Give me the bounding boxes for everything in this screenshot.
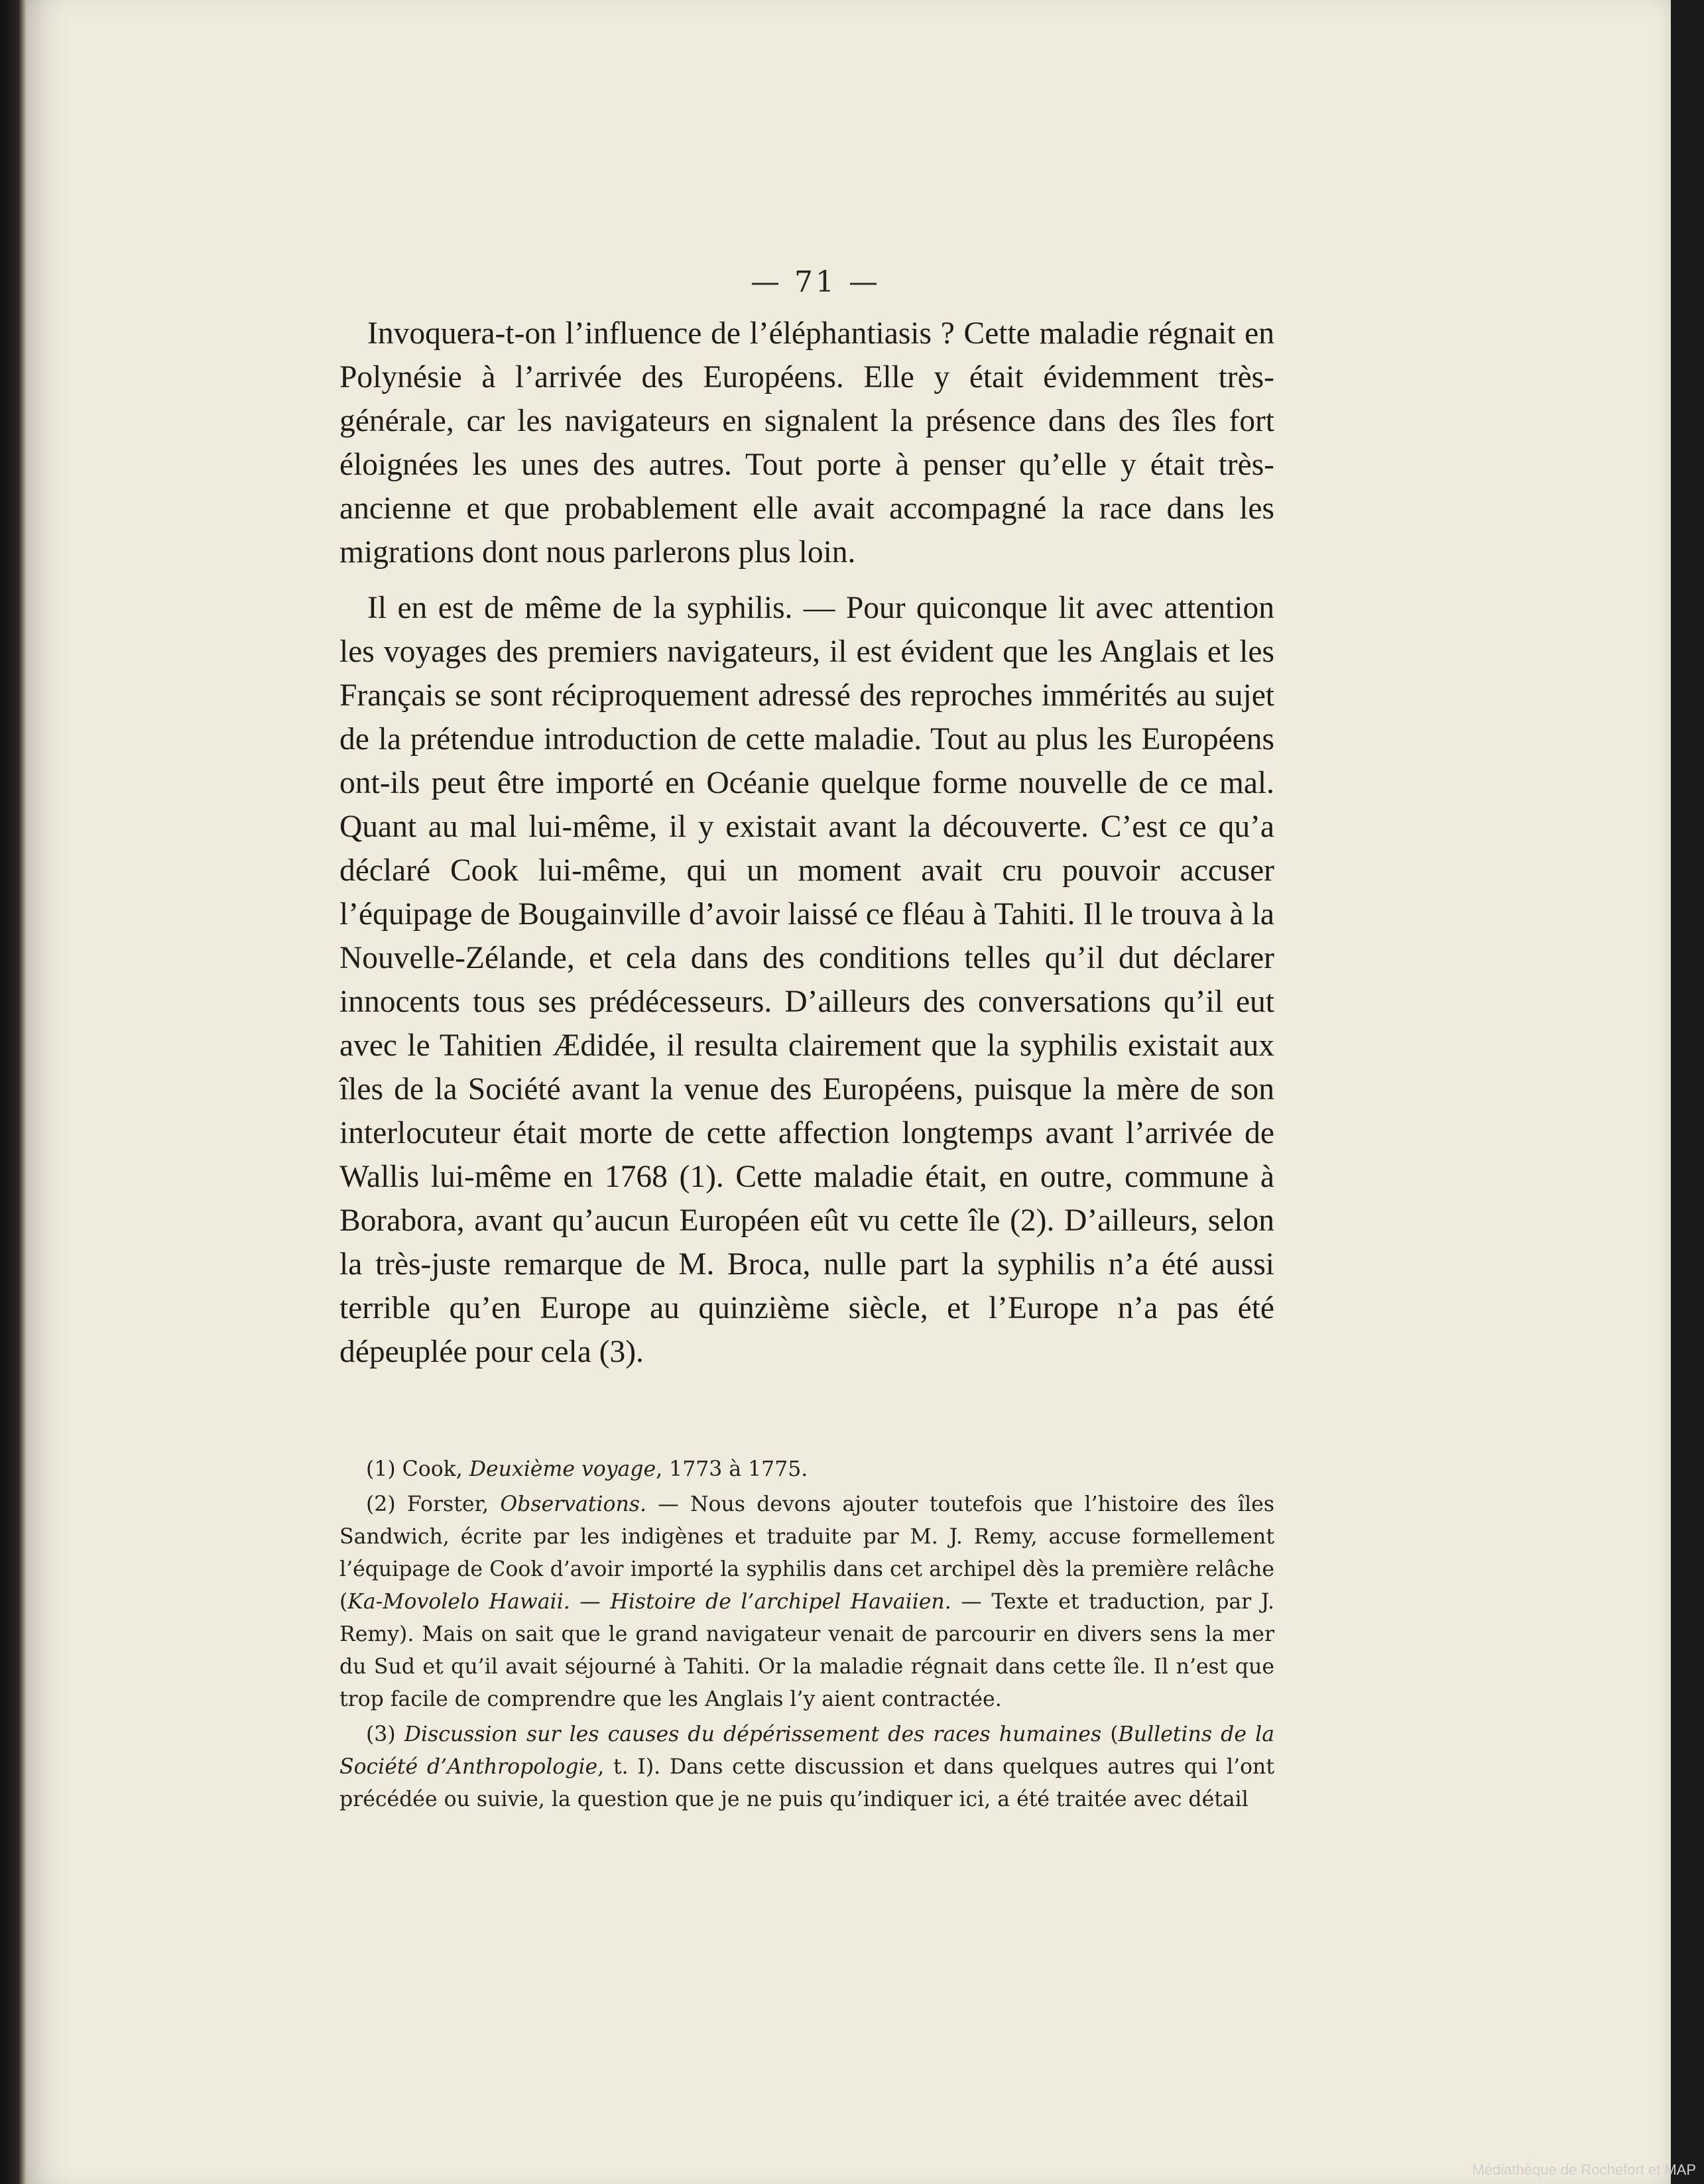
footnote-3-text-b: , t. I). Dans cette discussion et dans quelques autres qui l’ont précédée ou suivie, la question que je ne puis qu’indiquer ici, a été traitée avec détail <box>339 1755 1274 1811</box>
footnote-1-mark: (1) Cook, <box>366 1457 469 1481</box>
page-number: — 71 — <box>751 265 881 299</box>
footnote-2-title: Observations. <box>500 1492 646 1516</box>
paragraph-2: Il en est de même de la syphilis. — Pour quiconque lit avec attention les voyages des premiers navigateurs, il est évident que les Anglais et les Français se sont réciproquement adressé des reproches immérités au sujet de la prétendue introduction de cette maladie. Tout au plus les Européens ont-ils peut être importé en Océanie quelque forme nouvelle de ce mal. Quant au mal lui-même, il y existait avant la découverte. C’est ce qu’a déclaré Cook lui-même, qui un moment avait cru pouvoir accuser l’équipage de Bougainville d’avoir laissé ce fléau à Tahiti. Il le trouva à la Nouvelle-Zélande, et cela dans des conditions telles qu’il dut déclarer innocents tous ses prédécesseurs. D’ailleurs des conversations qu’il eut avec le Tahitien Ædidée, il resulta clairement que la syphilis existait aux îles de la Société avant la venue des Européens, puisque la mère de son interlocuteur était morte de cette affection longtemps avant l’arrivée de Wallis lui-même en 1768 (1). Cette maladie était, en outre, commune à Borabora, avant qu’aucun Européen eût vu cette île (2). D’ailleurs, selon la très-juste remarque de M. Broca, nulle part la syphilis n’a été aussi terrible qu’en Europe au quinzième siècle, et l’Europe n’a pas été dépeuplée pour cela (3). <box>339 591 1274 1369</box>
footnote-2-mark: (2) Forster, <box>366 1492 501 1516</box>
footnote-3-title-b: Bulletins de la Société d’Anthropologie <box>339 1723 1274 1779</box>
book-page <box>27 0 1671 2184</box>
footnote-2 <box>339 1488 1274 1716</box>
footnote-2-text-a: — Nous devons ajouter toutefois que l’histoire des îles Sandwich, écrite par les indigènes et traduite par M. J. Remy, accuse formellement l’équipage de Cook d’avoir importé la syphilis dans cet archipel dès la première relâche ( <box>339 1492 1274 1614</box>
footnote-1 <box>339 1453 1274 1486</box>
footnote-1-title: Deuxième voyage <box>469 1457 656 1481</box>
footnote-3 <box>339 1719 1274 1816</box>
image-credit: Médiathèque de Rochefort et MAP <box>1472 2161 1696 2178</box>
footnote-2-text-b: — Texte et traduction, par J. Remy). Mais on sait que le grand navigateur venait de parcourir en divers sens la mer du Sud et qu’il avait séjourné à Tahiti. Or la maladie régnait dans cette île. Il n’est que trop facile de comprendre que les Anglais l’y aient contractée. <box>339 1590 1275 1711</box>
book-binding <box>0 0 27 2184</box>
footnote-3-text-a: ( <box>1101 1723 1119 1746</box>
main-text <box>339 312 1274 1386</box>
footnote-3-title: Discussion sur les causes du dépérissement des races humaines <box>404 1723 1102 1746</box>
paragraph-1: Invoquera-t-on l’influence de l’éléphantiasis ? Cette maladie régnait en Polynésie à l’arrivée des Européens. Elle y était évidemment très-générale, car les navigateurs en signalent la présence dans des îles fort éloignées les unes des autres. Tout porte à penser qu’elle y était très-ancienne et que probablement elle avait accompagné la race dans les migrations dont nous parlerons plus loin. <box>339 316 1274 570</box>
footnotes <box>339 1453 1274 1819</box>
footnote-2-title-b: Ka-Movolelo Hawaii. — Histoire de l’archipel Havaiien. <box>347 1590 951 1614</box>
footnote-3-mark: (3) <box>366 1723 404 1746</box>
footnote-1-rest: , 1773 à 1775. <box>656 1457 808 1481</box>
